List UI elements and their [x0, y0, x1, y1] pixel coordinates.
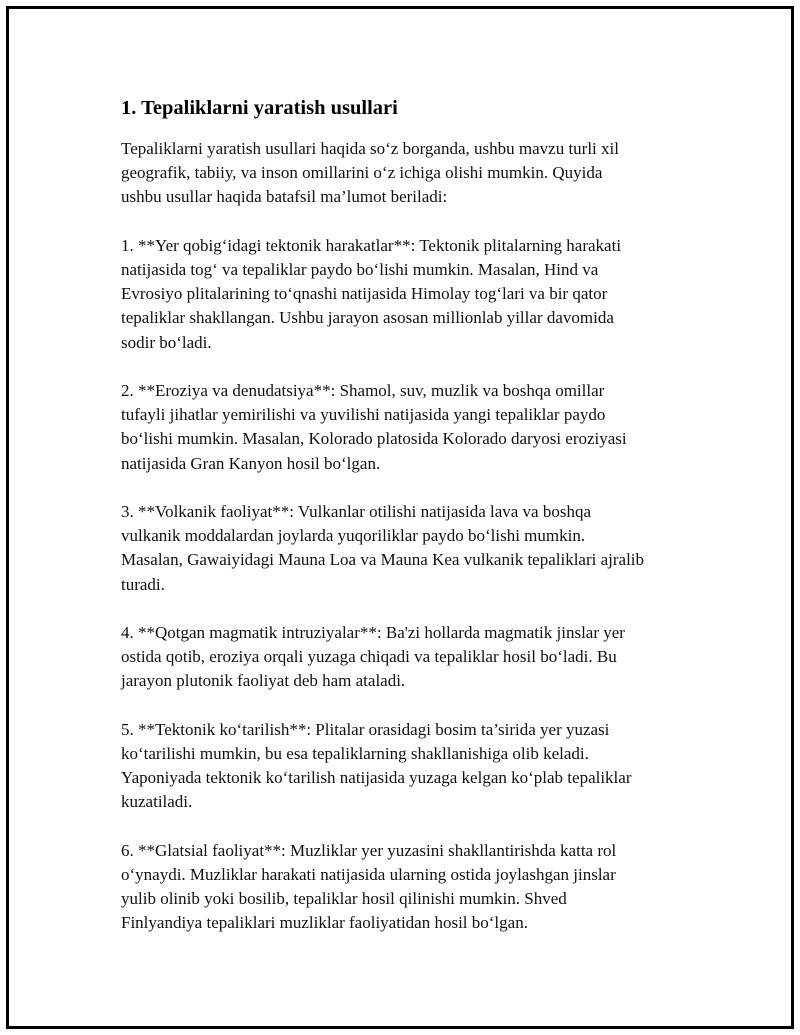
paragraph-magmatic-intrusions: 4. **Qotgan magmatik intruziyalar**: Ba'zi hollarda magmatik jinslar yer ostida qotib, eroziya orqali yuzaga chiqadi va tepaliklar hosil bo‘ladi. Bu jarayon plutonik faoliyat deb ham ataladi. — [121, 623, 625, 691]
paragraph-tectonic-movements: 1. **Yer qobig‘idagi tektonik harakatlar**: Tektonik plitalarning harakati natijasida tog‘ va tepaliklar paydo bo‘lishi mumkin. Masalan, Hind va Evrosiyo plitalarining to‘qnashi natijasida Himolay tog‘lari va bir qator tepaliklar shakllangan. Ushbu jarayon asosan millionlab yillar davomida sodir bo‘ladi. — [121, 235, 622, 352]
paragraph-erosion-denudation: 2. **Eroziya va denudatsiya**: Shamol, suv, muzlik va boshqa omillar tufayli jihatlar yemirilishi va yuvilishi natijasida yangi tepaliklar paydo bo‘lishi mumkin. Masalan, Kolorado platosida Kolorado daryosi eroziyasi natijasida Gran Kanyon hosil bo‘lgan. — [121, 381, 627, 473]
paragraph-glacial-activity: 6. **Glatsial faoliyat**: Muzliklar yer yuzasini shakllantirishda katta rol o‘ynaydi. Muzliklar harakati natijasida ularning ostida joylashgan jinslar yulib olinib yoki bosilib, tepaliklar hosil qilinishi mumkin. Shved Finlyandiya tepaliklari muzliklar faoliyatidan hosil bo‘lgan. — [121, 840, 617, 933]
paragraph-volcanic-activity: 3. **Volkanik faoliyat**: Vulkanlar otilishi natijasida lava va boshqa vulkanik moddalardan joylarda yuqoriliklar paydo bo‘lishi mumkin. Masalan, Gawaiyidagi Mauna Loa va Mauna Kea vulkanik tepaliklari ajralib turadi. — [121, 502, 645, 594]
document-content — [121, 95, 701, 960]
document-title: 1. Tepaliklarni yaratish usullari — [121, 97, 398, 119]
paragraph-tectonic-uplift: 5. **Tektonik ko‘tarilish**: Plitalar orasidagi bosim ta’sirida yer yuzasi ko‘tarilishi mumkin, bu esa tepaliklarning shakllanishiga olib keladi. Yaponiyada tektonik ko‘tarilish natijasida yuzaga kelgan ko‘plab tepaliklar kuzatiladi. — [121, 719, 632, 812]
intro-paragraph: Tepaliklarni yaratish usullari haqida so‘z borganda, ushbu mavzu turli xil geografik, tabiiy, va inson omillarini o‘z ichiga olishi mumkin. Quyida ushbu usullar haqida batafsil ma’lumot beriladi: — [121, 139, 619, 207]
document-page — [6, 6, 794, 1029]
